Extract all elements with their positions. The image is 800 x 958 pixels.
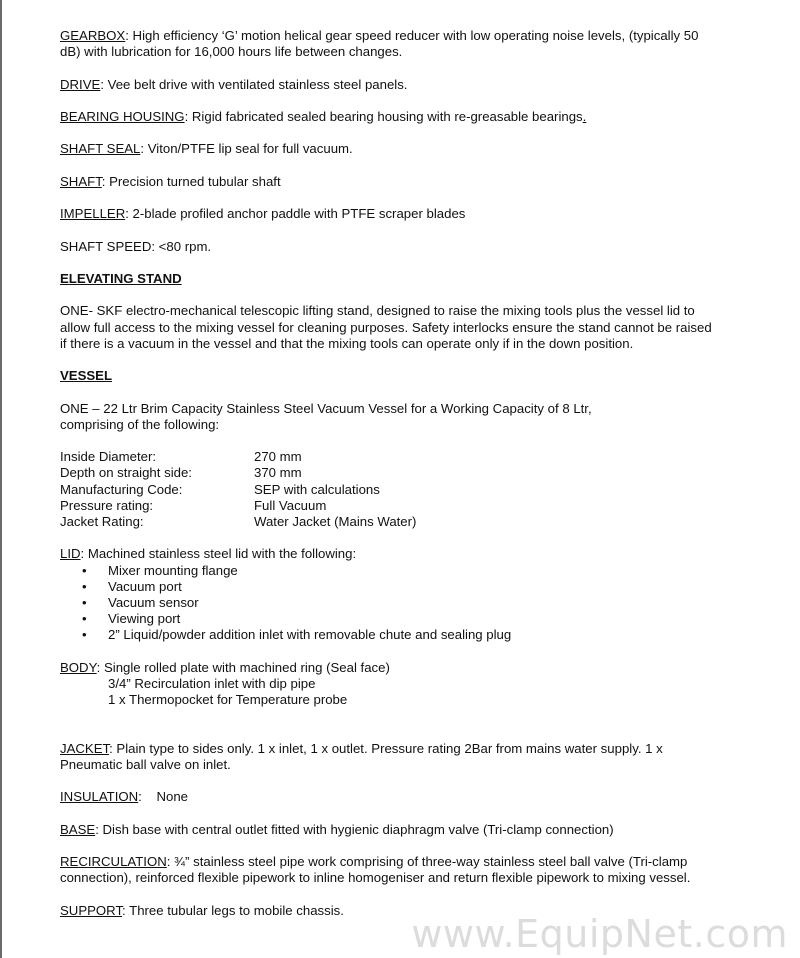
lid-section: [60, 546, 720, 643]
spacer: [60, 725, 720, 741]
shaft-seal-label: SHAFT SEAL: [60, 141, 141, 157]
shaft-speed-paragraph: SHAFT SPEED: <80 rpm.: [60, 238, 212, 254]
recirculation-text: : ¾” stainless steel pipe work comprising of three-way stainless steel ball valve (Tri-clamp connection), reinforced flexible pipework to inline homogeniser and return flexible pipework to mixing vessel.: [60, 854, 691, 886]
body-section: [60, 660, 720, 709]
base-text: : Dish base with central outlet fitted with hygienic diaphragm valve (Tri-clamp connection): [95, 821, 614, 837]
vessel-heading: [60, 368, 720, 384]
impeller-label: IMPELLER: [60, 206, 126, 222]
spacer: [60, 708, 720, 724]
insulation-label: INSULATION: [60, 789, 139, 805]
jacket-paragraph: [60, 741, 720, 773]
body-line-2: 3/4” Recirculation inlet with dip pipe: [108, 675, 316, 691]
support-label: SUPPORT: [60, 902, 123, 918]
spec-key: Jacket Rating:: [60, 513, 144, 529]
list-item: • Mixer mounting flange: [60, 563, 720, 579]
list-item: • Viewing port: [60, 611, 720, 627]
bearing-housing-text: : Rigid fabricated sealed bearing housing with re-greasable bearings: [184, 108, 583, 124]
base-paragraph: [60, 822, 720, 838]
lid-text: : Machined stainless steel lid with the following:: [80, 546, 357, 562]
list-item: • Vacuum port: [60, 579, 720, 595]
spec-value: 270 mm: [254, 449, 302, 465]
bearing-housing-end: .: [582, 108, 587, 124]
impeller-text: : 2-blade profiled anchor paddle with PTFE scraper blades: [125, 206, 466, 222]
jacket-text: : Plain type to sides only. 1 x inlet, 1 x outlet. Pressure rating 2Bar from mains water supply. 1 x Pneumatic ball valve on inlet.: [60, 740, 663, 772]
drive-paragraph: [60, 77, 720, 93]
jacket-label: JACKET: [60, 740, 110, 756]
lid-items-list: [60, 563, 720, 644]
drive-text: : Vee belt drive with ventilated stainless steel panels.: [100, 76, 408, 92]
spec-row: [60, 482, 416, 498]
gearbox-paragraph: [60, 28, 720, 60]
elevating-stand-heading: [60, 271, 720, 287]
bearing-housing-label: BEARING HOUSING: [60, 108, 185, 124]
spec-row: [60, 498, 416, 514]
elevating-stand-heading-text: ELEVATING STAND: [60, 270, 182, 286]
shaft-label: SHAFT: [60, 173, 102, 189]
watermark: www.EquipNet.com: [411, 912, 788, 956]
spec-key: Inside Diameter:: [60, 449, 157, 465]
lid-label: LID: [60, 546, 81, 562]
shaft-seal-paragraph: [60, 141, 720, 157]
list-item: • Vacuum sensor: [60, 595, 720, 611]
spec-row: [60, 465, 416, 481]
drive-label: DRIVE: [60, 76, 101, 92]
document-page: [60, 28, 720, 935]
vessel-spec-table: [60, 449, 416, 530]
support-text: : Three tubular legs to mobile chassis.: [122, 902, 344, 918]
spec-key: Pressure rating:: [60, 497, 154, 513]
body-line-3: 1 x Thermopocket for Temperature probe: [108, 692, 348, 708]
shaft-paragraph: [60, 174, 720, 190]
spec-row: [60, 514, 416, 530]
spec-row: [60, 449, 416, 465]
lid-intro: [60, 546, 720, 562]
list-item: • 2” Liquid/powder addition inlet with removable chute and sealing plug: [60, 627, 720, 643]
gearbox-text: : High efficiency ‘G’ motion helical gear speed reducer with low operating noise levels, (typically 50 dB) with lubrication for 16,000 hours life between changes.: [60, 28, 699, 60]
vessel-intro: ONE – 22 Ltr Brim Capacity Stainless Steel Vacuum Vessel for a Working Capacity of 8 Ltr, comprising of the following:: [60, 400, 592, 432]
shaft-text: : Precision turned tubular shaft: [101, 173, 281, 189]
spec-value: 370 mm: [254, 465, 302, 481]
spec-value: Water Jacket (Mains Water): [254, 513, 417, 529]
insulation-paragraph: [60, 789, 720, 805]
bearing-housing-paragraph: [60, 109, 720, 125]
body-line-1: [60, 660, 720, 676]
spec-key: Manufacturing Code:: [60, 481, 183, 497]
recirculation-label: RECIRCULATION: [60, 854, 167, 870]
vessel-heading-text: VESSEL: [60, 368, 113, 384]
impeller-paragraph: [60, 206, 720, 222]
spec-value: SEP with calculations: [254, 481, 380, 497]
page-left-border: [0, 0, 2, 958]
body-label: BODY: [60, 659, 97, 675]
gearbox-label: GEARBOX: [60, 28, 126, 43]
body-text: : Single rolled plate with machined ring (Seal face): [96, 659, 390, 675]
recirculation-paragraph: [60, 854, 720, 886]
elevating-stand-paragraph: ONE- SKF electro-mechanical telescopic lifting stand, designed to raise the mixing tools plus the vessel lid to allow full access to the mixing vessel for cleaning purposes. Safety interlocks ensure the stand cannot be raised if there is a vacuum in the vessel and that the mixing tools can operate only if in the down position.: [60, 303, 712, 351]
shaft-seal-text: : Viton/PTFE lip seal for full vacuum.: [140, 141, 353, 157]
base-label: BASE: [60, 821, 96, 837]
spec-value: Full Vacuum: [254, 497, 327, 513]
spec-key: Depth on straight side:: [60, 465, 192, 481]
insulation-text: : None: [138, 789, 189, 805]
